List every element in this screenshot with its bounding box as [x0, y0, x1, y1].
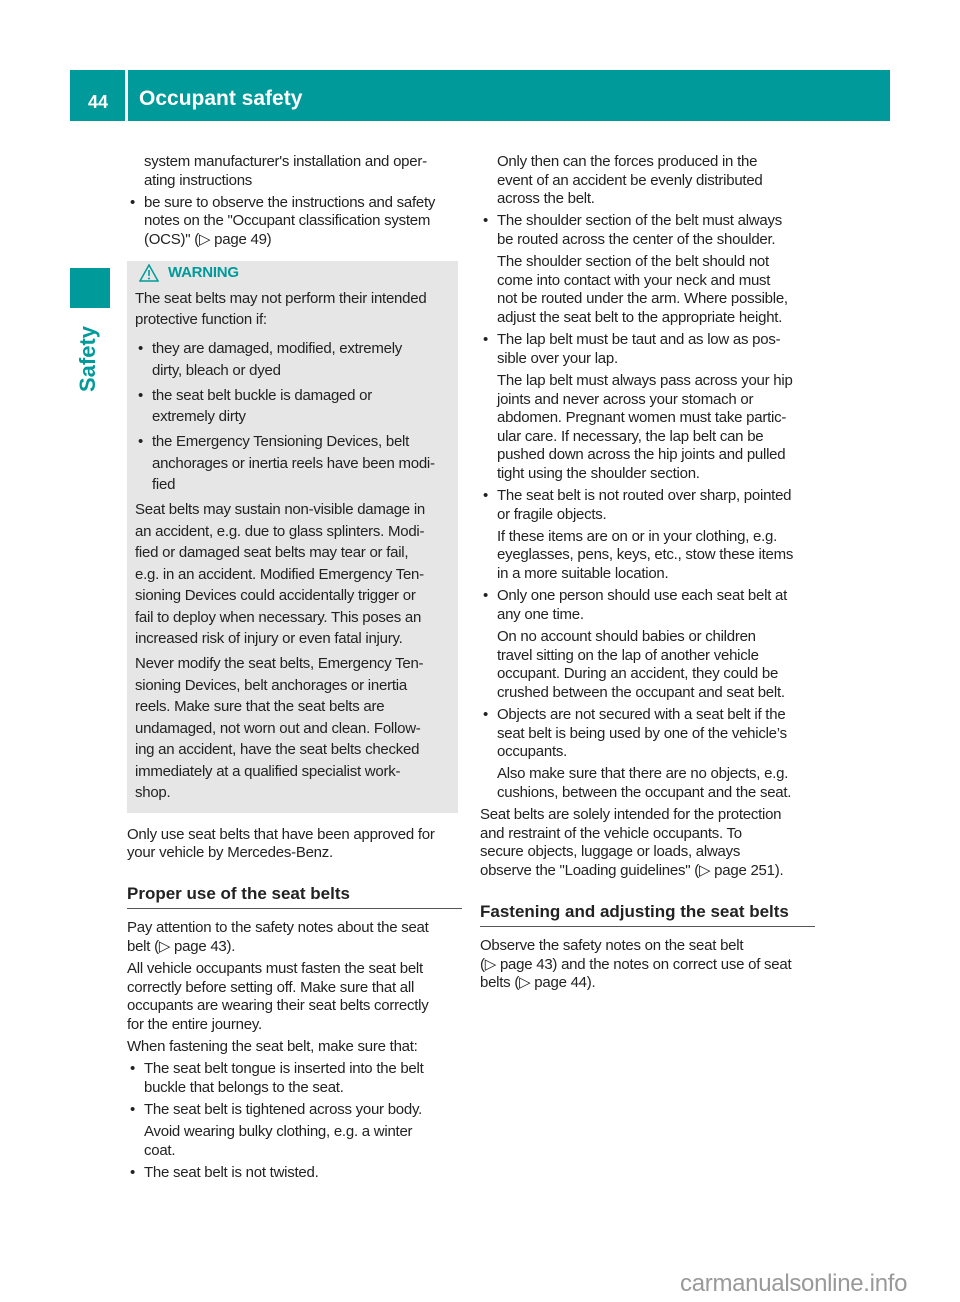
list-item-note: If these items are on or in your clothing, e.g. eyeglasses, pens, keys, etc., stow these items in a more suitable location. [497, 527, 794, 583]
page-number: 44 [88, 92, 109, 112]
approved-text: Only use seat belts that have been approved for your vehicle by Mercedes-Benz. [127, 825, 435, 862]
intro-text: system manufacturer's installation and oper- ating instructions [144, 153, 427, 189]
section-heading: Proper use of the seat belts [127, 885, 462, 910]
list-item: • the seat belt buckle is damaged or extremely dirty [135, 385, 458, 428]
list-item: • The seat belt is tightened across your body. [127, 1101, 462, 1120]
continued-text: Only then can the forces produced in the event of an accident be evenly distributed across the belt. [497, 153, 763, 208]
list-item-note: Avoid wearing bulky clothing, e.g. a winter coat. [144, 1123, 413, 1159]
paragraph: Pay attention to the safety notes about the seat belt (▷ page 43). [127, 919, 429, 955]
page-number-box [70, 70, 125, 121]
left-column [127, 153, 462, 1186]
warning-title: WARNING [168, 264, 239, 282]
side-tab-label: Safety [75, 325, 100, 392]
list-item: • be sure to observe the instructions and safety notes on the "Occupant classification system (OCS)" (▷ page 49) [127, 194, 462, 250]
list-item-note: On no account should babies or children travel sitting on the lap of another vehicle occupant. During an accident, they could be crushed between the occupant and seat belt. [497, 628, 785, 701]
paragraph: When fastening the seat belt, make sure that: [127, 1038, 418, 1056]
list-item: • The seat belt is not routed over sharp, pointed or fragile objects. [480, 487, 815, 524]
warning-paragraph: Never modify the seat belts, Emergency Ten- sioning Devices, belt anchorages or inertia reels. Make sure that the seat belts are undamaged, not worn out and clean. Follow- ing an accident, have the seat belts checked immediately at a qualified specialist work- shop. [135, 655, 424, 802]
header-bar [128, 70, 890, 121]
side-tab-marker [70, 268, 110, 308]
page-title: Occupant safety [139, 87, 303, 110]
list-item: • Objects are not secured with a seat belt if the seat belt is being used by one of the vehicle’s occupants. [480, 706, 815, 762]
paragraph: All vehicle occupants must fasten the seat belt correctly before setting off. Make sure that all occupants are wearing their seat belts correctly for the entire journey. [127, 960, 429, 1033]
list-item: • they are damaged, modified, extremely dirty, bleach or dyed [135, 338, 458, 381]
paragraph: Observe the safety notes on the seat belt (▷ page 43) and the notes on correct use of seat belts (▷ page 44). [480, 937, 792, 992]
list-item: • the Emergency Tensioning Devices, belt anchorages or inertia reels have been modi- fied [135, 431, 458, 496]
list-item-note: The shoulder section of the belt should not come into contact with your neck and must not be routed under the arm. Where possible, adjust the seat belt to the appropriate height. [497, 253, 788, 326]
list-item: • Only one person should use each seat belt at any one time. [480, 587, 815, 624]
list-item: • The shoulder section of the belt must always be routed across the center of the shoulder. [480, 212, 815, 249]
warning-intro: The seat belts may not perform their intended protective function if: [135, 289, 427, 329]
watermark: carmanualsonline.info [680, 1270, 908, 1297]
warning-triangle-icon [139, 264, 159, 282]
paragraph: Seat belts are solely intended for the protection and restraint of the vehicle occupants. To secure objects, luggage or loads, always observe the "Loading guidelines" (▷ page 251). [480, 806, 784, 879]
warning-header [135, 263, 458, 284]
list-item: • The seat belt tongue is inserted into the belt buckle that belongs to the seat. [127, 1060, 462, 1097]
warning-box [127, 261, 458, 813]
list-item: • The lap belt must be taut and as low as pos- sible over your lap. [480, 331, 815, 368]
warning-paragraph: Seat belts may sustain non-visible damage in an accident, e.g. due to glass splinters. Modi- fied or damaged seat belts may tear or fail, e.g. in an accident. Modified Emergency Ten- sioning Devices could accidentally trigger or fail to deploy when necessary. This poses an increased risk of injury or even fatal injury. [135, 501, 425, 648]
list-item-note: Also make sure that there are no objects, e.g. cushions, between the occupant and the seat. [497, 765, 792, 801]
section-heading: Fastening and adjusting the seat belts [480, 903, 815, 928]
list-item-note: The lap belt must always pass across your hip joints and never across your stomach or abdomen. Pregnant women must take partic- ular care. If necessary, the lap belt can be pushed down across the hip joints and pulled tight using the shoulder section. [497, 371, 793, 482]
right-column [480, 153, 815, 996]
list-item: • The seat belt is not twisted. [127, 1164, 462, 1183]
